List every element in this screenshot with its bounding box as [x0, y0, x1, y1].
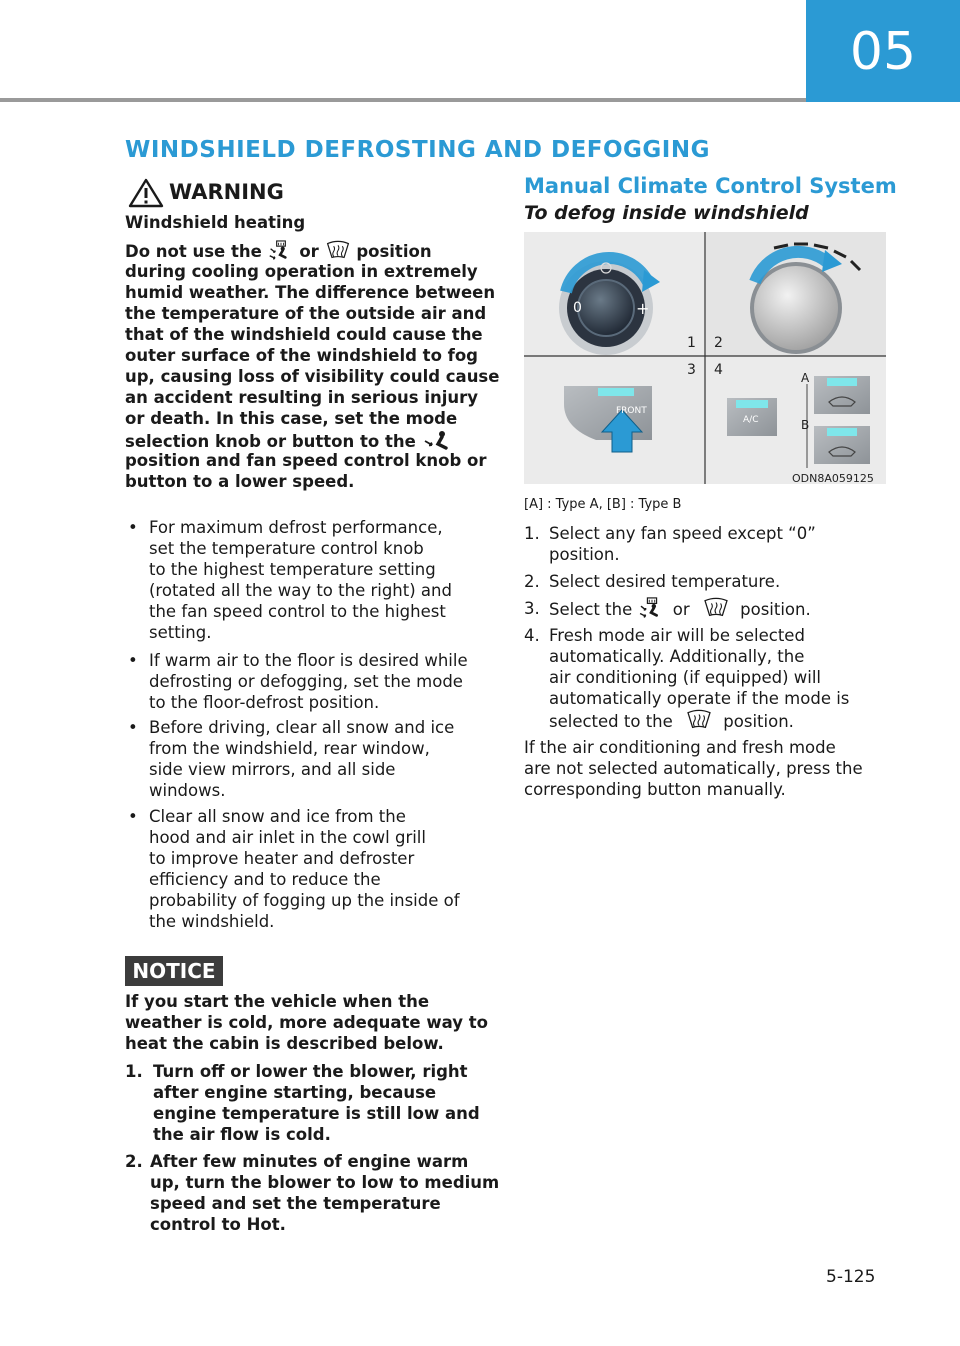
- step-text: selected to the: [549, 712, 673, 731]
- step-number: 4.: [524, 626, 540, 645]
- warning-line: button to a lower speed.: [125, 472, 355, 491]
- bullet-line: Clear all snow and ice from the: [149, 807, 406, 826]
- warning-text: Do not use the: [125, 242, 262, 261]
- closing-line: are not selected automatically, press the: [524, 759, 863, 778]
- defrost-icon: [701, 597, 731, 619]
- header-rule: [0, 98, 806, 102]
- quadrant-1-label: 1: [687, 335, 696, 351]
- notice-step-line: speed and set the temperature: [150, 1194, 441, 1213]
- notice-step-line: After few minutes of engine warm: [150, 1152, 469, 1171]
- defrost-icon: [325, 240, 351, 261]
- notice-step-number: 1.: [125, 1062, 143, 1081]
- bullet-dot: •: [128, 807, 138, 826]
- warning-subtitle: Windshield heating: [125, 213, 306, 232]
- warning-text: or: [299, 242, 319, 261]
- subsection-title: Manual Climate Control System: [524, 174, 897, 198]
- bullet-line: setting.: [149, 623, 212, 642]
- bullet-line: the fan speed control to the highest: [149, 602, 446, 621]
- warning-line: position and fan speed control knob or: [125, 451, 487, 470]
- warning-triangle-icon: [128, 178, 164, 208]
- bullet-line: efficiency and to reduce the: [149, 870, 381, 889]
- bullet-line: to the floor-defrost position.: [149, 693, 380, 712]
- step-line: position.: [549, 545, 620, 564]
- type-a-label: A: [801, 371, 810, 385]
- step-line: Select any fan speed except “0”: [549, 524, 816, 543]
- notice-line: heat the cabin is described below.: [125, 1034, 444, 1053]
- ac-button-label: A/C: [743, 415, 759, 425]
- notice-step-line: Turn off or lower the blower, right: [153, 1062, 468, 1081]
- warning-line: or death. In this case, set the mode: [125, 409, 458, 428]
- bullet-line: set the temperature control knob: [149, 539, 424, 558]
- front-button-label: FRONT: [616, 406, 647, 416]
- bullet-line: (rotated all the way to the right) and: [149, 581, 452, 600]
- bullet-dot: •: [128, 718, 138, 737]
- warning-text: selection knob or button to the: [125, 432, 416, 451]
- bullet-line: the windshield.: [149, 912, 275, 931]
- warning-line: an accident resulting in serious injury: [125, 388, 479, 407]
- figure-code: ODN8A059125: [792, 472, 874, 485]
- bullet-line: defrosting or defogging, set the mode: [149, 672, 463, 691]
- warning-line: the temperature of the outside air and: [125, 304, 487, 323]
- warning-header: [125, 178, 485, 208]
- notice-step-line: control to Hot.: [150, 1215, 286, 1234]
- bullet-dot: •: [128, 518, 138, 537]
- step-text: or: [672, 600, 690, 619]
- warning-line: that of the windshield could cause the: [125, 325, 483, 344]
- warning-line: [125, 429, 454, 452]
- warning-line: up, causing loss of visibility could cause: [125, 367, 500, 386]
- subsection-subtitle: To defog inside windshield: [524, 202, 809, 224]
- bullet-line: Before driving, clear all snow and ice: [149, 718, 455, 737]
- defrost-icon: [684, 709, 714, 731]
- warning-line: during cooling operation in extremely: [125, 262, 478, 281]
- bullet-line: If warm air to the floor is desired while: [149, 651, 468, 670]
- step-number: 3.: [524, 599, 540, 618]
- notice-step-line: engine temperature is still low and: [153, 1104, 480, 1123]
- quadrant-4-label: 4: [714, 362, 723, 378]
- type-b-label: B: [801, 418, 810, 432]
- notice-label: NOTICE: [125, 956, 223, 986]
- warning-line: [125, 240, 432, 262]
- quadrant-2-label: 2: [714, 335, 723, 351]
- step-line: Fresh mode air will be selected: [549, 626, 805, 645]
- step-line: automatically. Additionally, the: [549, 647, 805, 666]
- bullet-line: to the highest temperature setting: [149, 560, 436, 579]
- climate-control-figure: [524, 232, 886, 484]
- step-text: Select the: [549, 600, 633, 619]
- notice-step-number: 2.: [125, 1152, 143, 1171]
- notice-step-line: after engine starting, because: [153, 1083, 437, 1102]
- step-number: 2.: [524, 572, 540, 591]
- warning-line: outer surface of the windshield to fog: [125, 346, 478, 365]
- section-title: WINDSHIELD DEFROSTING AND DEFOGGING: [125, 137, 710, 163]
- step-text: position.: [723, 712, 794, 731]
- bullet-line: to improve heater and defroster: [149, 849, 415, 868]
- step-text: position.: [740, 600, 811, 619]
- step-line: automatically operate if the mode is: [549, 689, 850, 708]
- bullet-line: probability of fogging up the inside of: [149, 891, 460, 910]
- figure-caption: [A] : Type A, [B] : Type B: [524, 497, 682, 512]
- closing-line: If the air conditioning and fresh mode: [524, 738, 836, 757]
- bullet-line: side view mirrors, and all side: [149, 760, 396, 779]
- notice-step-line: the air flow is cold.: [153, 1125, 331, 1144]
- warning-label: WARNING: [169, 180, 284, 204]
- step-line: [549, 709, 794, 732]
- bullet-line: For maximum defrost performance,: [149, 518, 443, 537]
- bullet-line: from the windshield, rear window,: [149, 739, 430, 758]
- notice-line: weather is cold, more adequate way to: [125, 1013, 488, 1032]
- step-line: [549, 597, 811, 620]
- bullet-line: windows.: [149, 781, 226, 800]
- step-line: Select desired temperature.: [549, 572, 781, 591]
- step-number: 1.: [524, 524, 540, 543]
- warning-line: humid weather. The difference between: [125, 283, 496, 302]
- floor-defrost-icon: [268, 240, 294, 261]
- quadrant-3-label: 3: [687, 362, 696, 378]
- bullet-dot: •: [128, 651, 138, 670]
- step-line: air conditioning (if equipped) will: [549, 668, 822, 687]
- warning-text: position: [356, 242, 432, 261]
- notice-step-line: up, turn the blower to low to medium: [150, 1173, 500, 1192]
- fan-zero-label: 0: [573, 300, 582, 316]
- figure-illustration: [524, 232, 886, 484]
- floor-vent-icon: [422, 429, 454, 451]
- fan-plus-label: +: [636, 299, 650, 318]
- notice-line: If you start the vehicle when the: [125, 992, 430, 1011]
- page-number: 5-125: [826, 1267, 876, 1287]
- closing-line: corresponding button manually.: [524, 780, 786, 799]
- chapter-tab: 05: [806, 0, 960, 102]
- floor-defrost-icon: [637, 597, 667, 619]
- bullet-line: hood and air inlet in the cowl grill: [149, 828, 426, 847]
